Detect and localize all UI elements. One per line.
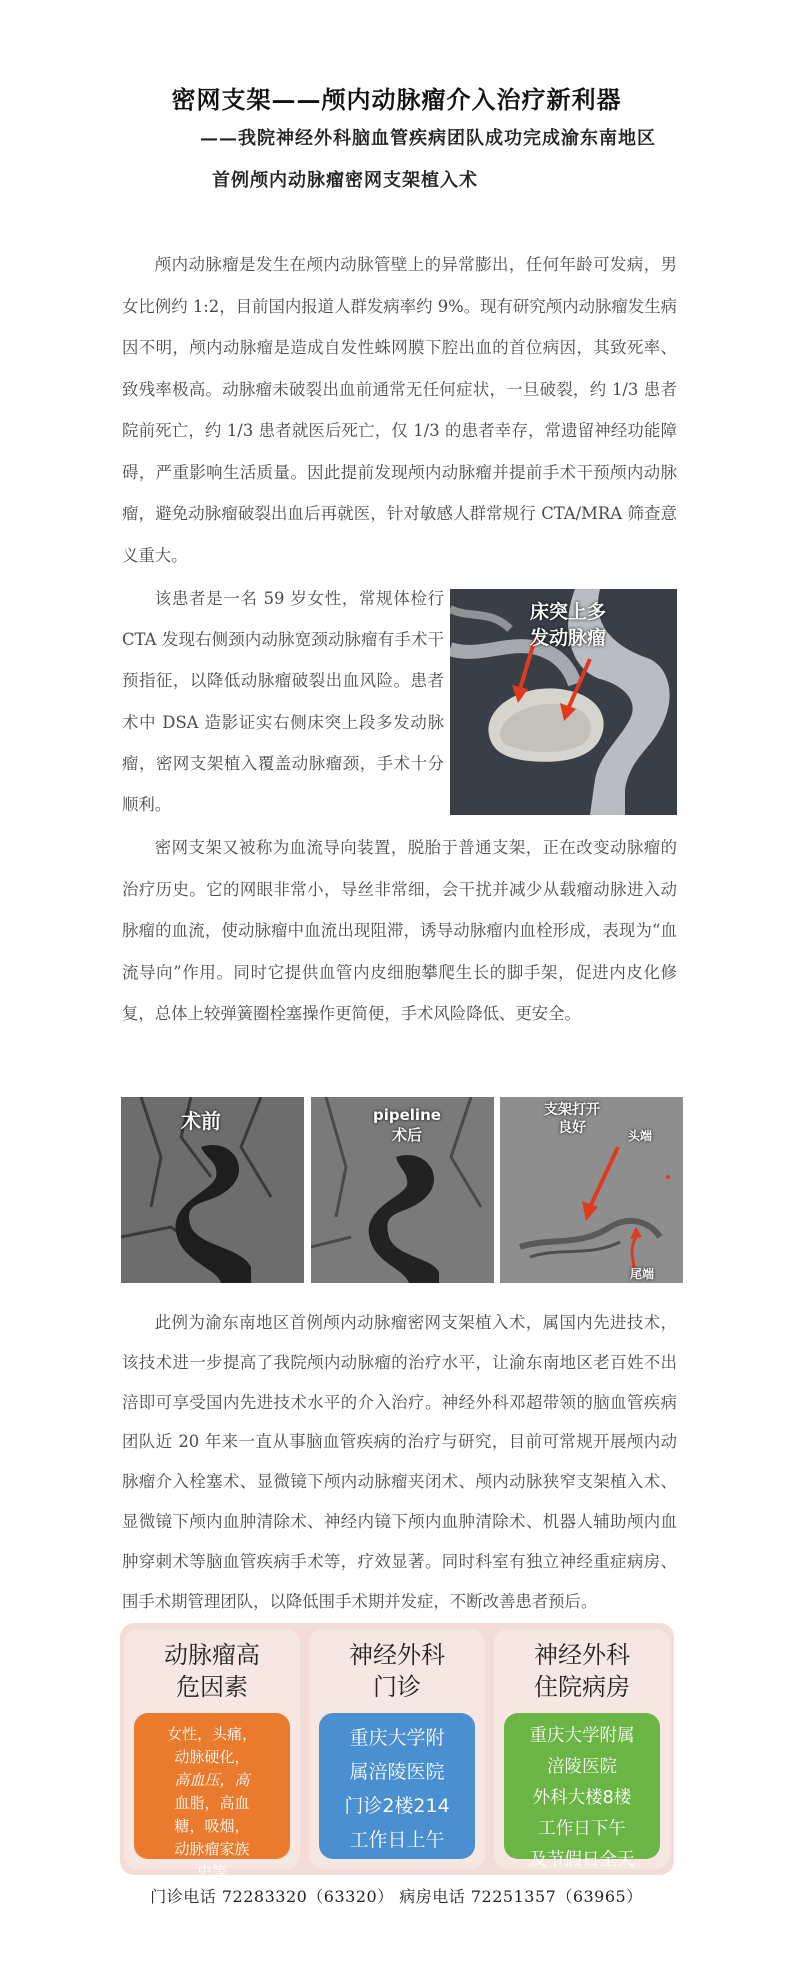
preop-label: 术前 — [181, 1109, 221, 1133]
risk-factors-card — [124, 1629, 300, 1881]
stent-opened-label: 支架打开 良好 — [544, 1102, 600, 1136]
paragraph-flow-diverter: 密网支架又被称为血流导向装置，脱胎于普通支架，正在改变动脉瘤的治疗历史。它的网眼非常小，导丝非常细，会干扰并减少从载瘤动脉进入动脉瘤的血流，使动脉瘤中血流出现阻滞，诱导动脉瘤内血栓形成，表现为“血流导向”作用。同时它提供血管内皮细胞攀爬生长的脚手架，促进内皮化修复，总体上较弹簧圈栓塞操作更简便，手术风险降低、更安全。 — [122, 838, 677, 1023]
dsa-aneurysm-image — [450, 589, 677, 815]
outpatient-card — [309, 1629, 485, 1869]
outpatient-info: 重庆大学附 属涪陵医院 门诊2楼214 工作日上午 — [319, 1713, 475, 1859]
stent-head-label: 头端 — [628, 1129, 653, 1143]
article-subtitle-line2: 首例颅内动脉瘤密网支架植入术 — [212, 170, 478, 191]
risk-factors-list: 女性，头痛， 动脉硬化， 高血压，高 血脂，高血 糖，吸烟， 动脉瘤家族 史等 — [134, 1713, 290, 1859]
risk-factors-title: 动脉瘤高 危因素 — [164, 1641, 260, 1701]
paragraph-aneurysm-intro: 颅内动脉瘤是发生在颅内动脉管壁上的异常膨出，任何年龄可发病，男女比例约 1:2，目前国内报道人群发病率约 9%。现有研究颅内动脉瘤发生病因不明，颅内动脉瘤是造成自发性蛛网膜下腔出血的首位病因，其致死率、致残率极高。动脉瘤未破裂出血前通常无任何症状，一旦破裂，约 1/3 患者院前死亡，约 1/3 患者就医后死亡，仅 1/3 的患者幸存，常遗留神经功能障碍，严重影响生活质量。因此提前发现颅内动脉瘤并提前手术干预颅内动脉瘤，避免动脉瘤破裂出血后再就医，针对敏感人群常规行 CTA/MRA 筛查意义重大。 — [122, 255, 677, 565]
stent-opened-image — [500, 1097, 683, 1283]
inpatient-title: 神经外科 住院病房 — [534, 1641, 630, 1701]
inpatient-info: 重庆大学附属 涪陵医院 外科大楼8楼 工作日下午 及节假日全天 — [504, 1713, 660, 1859]
paragraph-team-summary: 此例为渝东南地区首例颅内动脉瘤密网支架植入术，属国内先进技术，该技术进一步提高了我院颅内动脉瘤的治疗水平，让渝东南地区老百姓不出涪即可享受国内先进技术水平的介入治疗。神经外科邓超带领的脑血管疾病团队近 20 年来一直从事脑血管疾病的治疗与研究，目前可常规开展颅内动脉瘤介入栓塞术、显微镜下颅内动脉瘤夹闭术、颅内动脉狭窄支架植入术、显微镜下颅内血肿清除术、神经内镜下颅内血肿清除术、机器人辅助颅内血肿穿刺术等脑血管疾病手术等，疗效显著。同时科室有独立神经重症病房、围手术期管理团队，以降低围手术期并发症，不断改善患者预后。 — [122, 1313, 677, 1611]
postop-pipeline-image — [311, 1097, 494, 1283]
postop-label: pipeline 术后 — [373, 1106, 441, 1144]
outpatient-title: 神经外科 门诊 — [349, 1641, 445, 1701]
article-subtitle-line1: ——我院神经外科脑血管疾病团队成功完成渝东南地区 — [200, 128, 656, 149]
inpatient-card — [494, 1629, 670, 1869]
contact-phone-line: 门诊电话 72283320（63320） 病房电话 72251357（63965） — [150, 1887, 643, 1906]
paragraph-patient-case: 该患者是一名 59 岁女性，常规体检行 CTA 发现右侧颈内动脉宽颈动脉瘤有手术干预指征，以降低动脉瘤破裂出血风险。患者术中 DSA 造影证实右侧床突上段多发动脉瘤，密网支架植入覆盖动脉瘤颈，手术十分顺利。 — [122, 589, 444, 815]
preop-angiogram-image — [121, 1097, 304, 1283]
article-title: 密网支架——颅内动脉瘤介入治疗新利器 — [171, 85, 622, 114]
stent-tail-label: 尾端 — [630, 1267, 655, 1281]
aneurysm-image-label: 床突上多 发动脉瘤 — [530, 601, 607, 649]
